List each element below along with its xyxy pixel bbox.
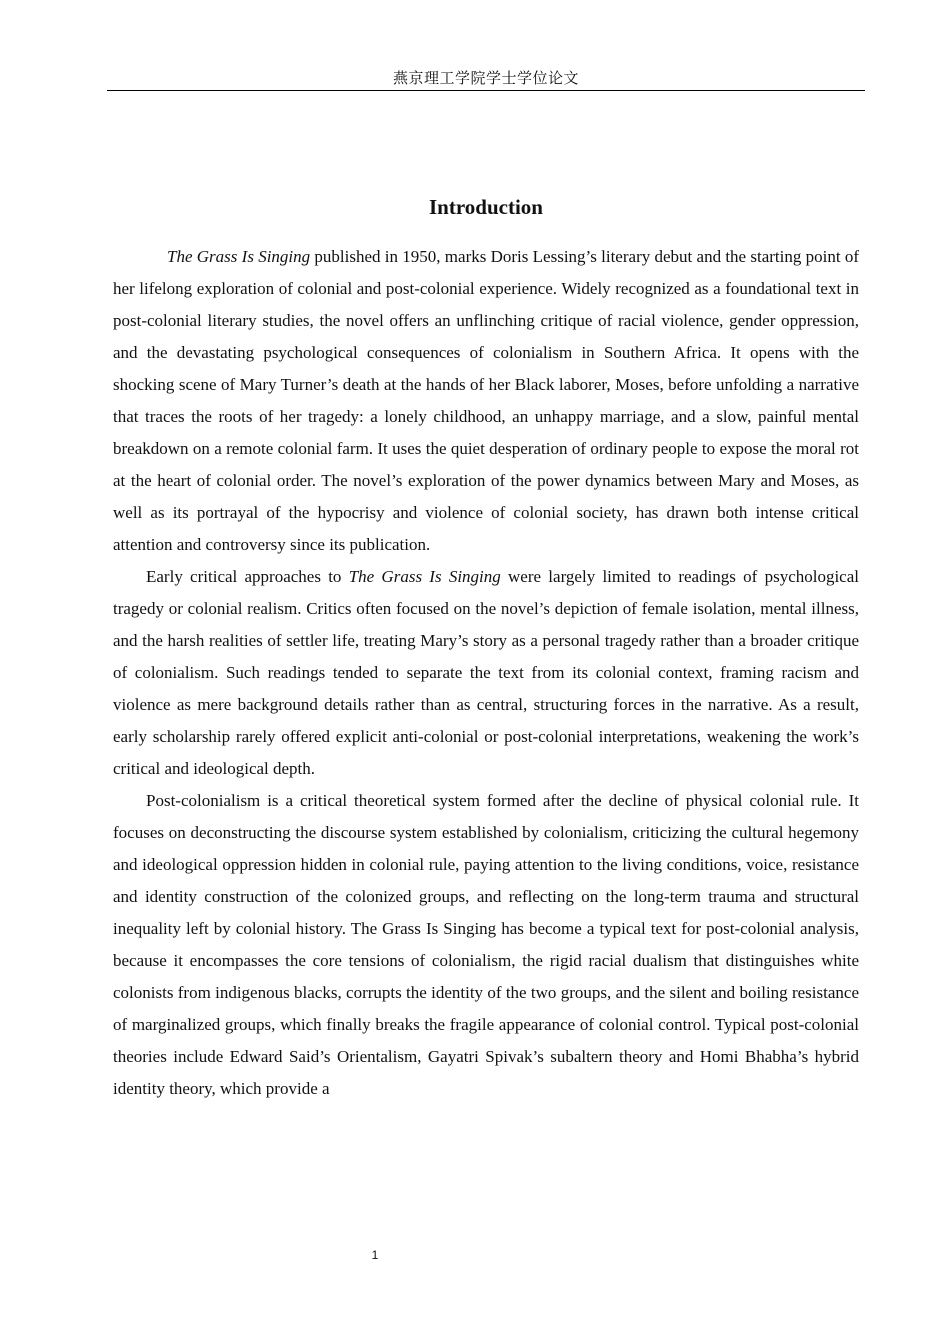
header-text: 燕京理工学院学士学位论文 xyxy=(392,71,579,87)
paragraph-2-text: were largely limited to readings of psychological tragedy or colonial realism. Critics often focused on the novel’s depiction of female isolation, mental illness, and the harsh realities of settler life, treating Mary’s story as a personal tragedy rather than a broader critique of colonialism. Such readings tended to separate the text from its colonial context, framing racism and violence as mere background details rather than as central, structuring forces in the narrative. As a result, early scholarship rarely offered explicit anti-colonial or post-colonial interpretations, weakening the work’s critical and ideological depth. xyxy=(113,567,859,778)
paragraph-3-text: Post-colonialism is a critical theoretical system formed after the decline of physical colonial rule. It focuses on deconstructing the discourse system established by colonialism, criticizing the cultural hegemony and ideological oppression hidden in colonial rule, paying attention to the living conditions, voice, resistance and identity construction of the colonized groups, and reflecting on the long-term trauma and structural inequality left by colonial history. The Grass Is Singing has become a typical text for post-colonial analysis, because it encompasses the core tensions of colonialism, the rigid racial dualism that distinguishes white colonists from indigenous blacks, corrupts the identity of the two groups, and the silent and boiling resistance of marginalized groups, which finally breaks the fragile appearance of colonial control. Typical post-colonial theories include Edward Said’s Orientalism, Gayatri Spivak’s subaltern theory and Homi Bhabha’s hybrid identity theory, which provide a xyxy=(113,791,859,1098)
paragraph-2 xyxy=(113,561,859,785)
paragraph-2-lead: Early critical approaches to xyxy=(146,567,349,586)
page-number: 1 xyxy=(371,1248,379,1262)
paragraph-1 xyxy=(113,241,859,561)
running-header xyxy=(107,68,865,91)
section-title: Introduction xyxy=(429,195,543,220)
paragraph-1-text: published in 1950, marks Doris Lessing’s literary debut and the starting point of her lifelong exploration of colonial and post-colonial experience. Widely recognized as a foundational text in post-colonial literary studies, the novel offers an unflinching critique of racial violence, gender oppression, and the devastating psychological consequences of colonialism in Southern Africa. It opens with the shocking scene of Mary Turner’s death at the hands of her Black laborer, Moses, before unfolding a narrative that traces the roots of her tragedy: a lonely childhood, an unhappy marriage, and a slow, painful mental breakdown on a remote colonial farm. It uses the quiet desperation of ordinary people to expose the moral rot at the heart of colonial order. The novel’s exploration of the power dynamics between Mary and Moses, as well as its portrayal of the hypocrisy and violence of colonial society, has drawn both intense critical attention and controversy since its publication. xyxy=(113,247,859,554)
body-text xyxy=(113,241,859,1105)
paragraph-3 xyxy=(113,785,859,1105)
novel-title-italic: The Grass Is Singing xyxy=(348,567,501,586)
novel-title-italic: The Grass Is Singing xyxy=(167,247,311,266)
